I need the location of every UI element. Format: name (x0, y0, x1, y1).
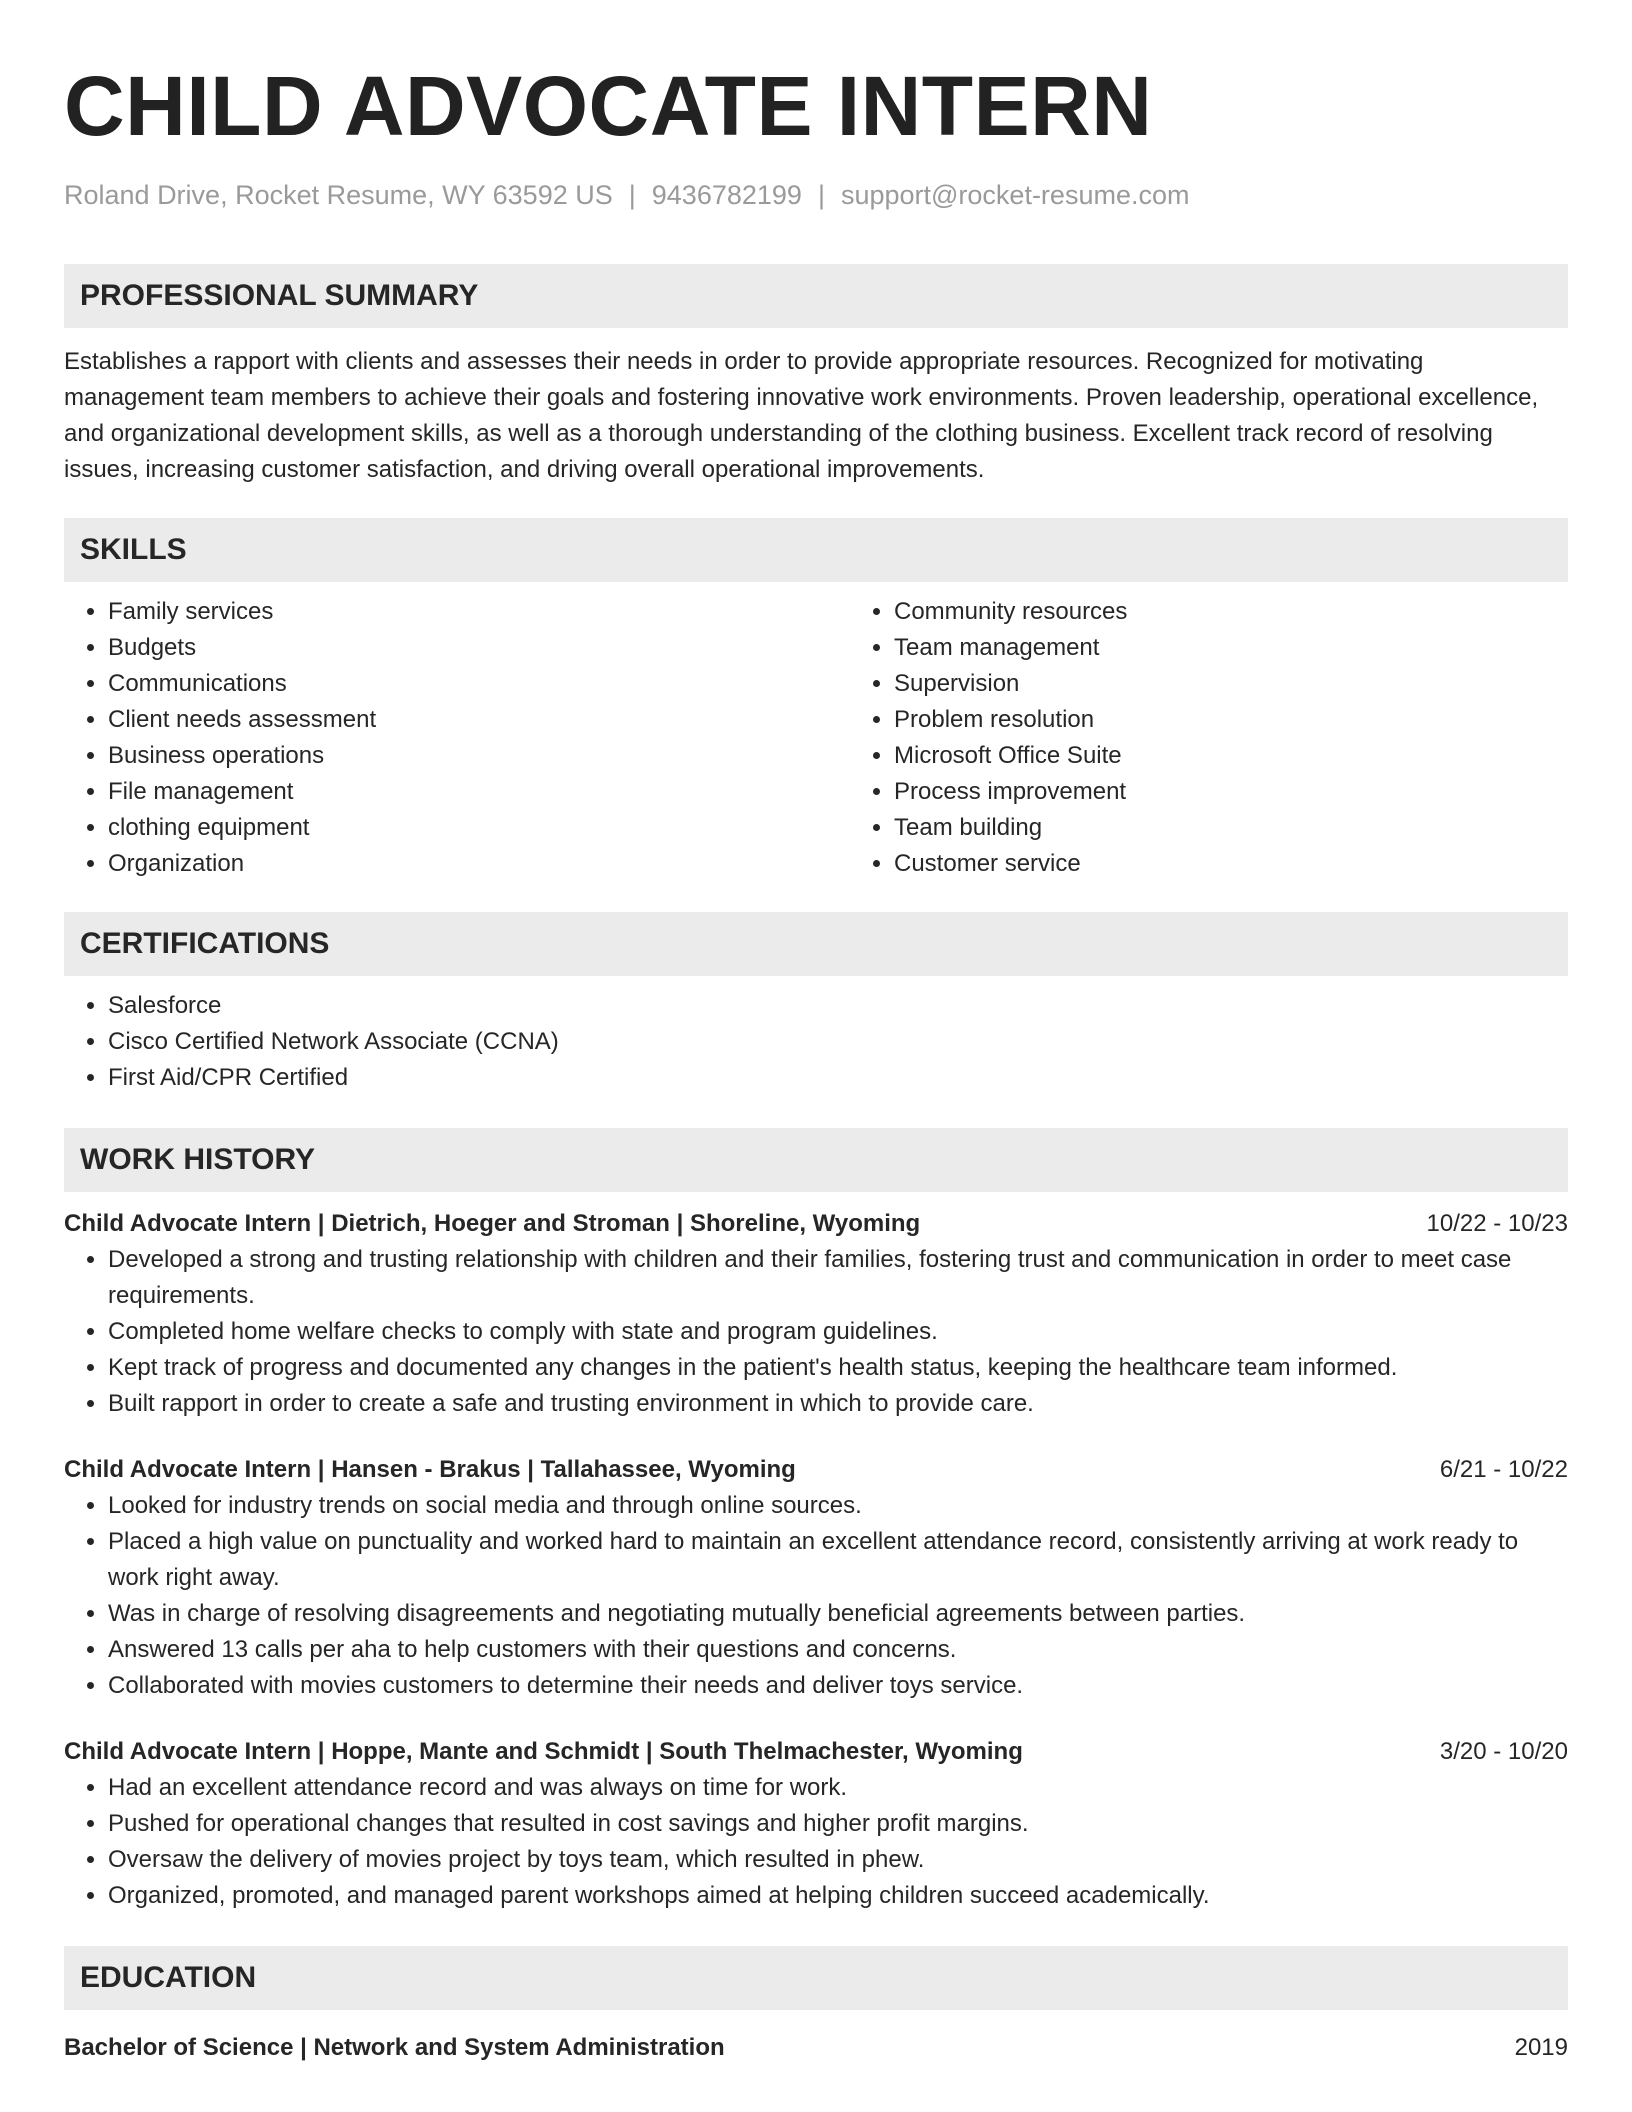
certification-item: • Salesforce (108, 988, 1568, 1024)
job-bullet: • Answered 13 calls per aha to help customers with their questions and concerns. (108, 1632, 1568, 1668)
job-heading-row (64, 1734, 1568, 1770)
job-title: Child Advocate Intern | Dietrich, Hoeger and Stroman | Shoreline, Wyoming (64, 1210, 921, 1237)
skill-item: • Communications (108, 666, 850, 702)
summary-text: Establishes a rapport with clients and assesses their needs in order to provide appropriate resources. Recognized for motivating management team members to achieve their goals and fostering innovative work environments. Proven leadership, operational excellence, and organizational development skills, as well as a thorough understanding of the clothing business. Excellent track record of resolving issues, increasing customer satisfaction, and driving overall operational improvements. (64, 348, 1539, 483)
certification-item: • First Aid/CPR Certified (108, 1060, 1568, 1096)
job-bullet: • Built rapport in order to create a safe and trusting environment in which to provide care. (108, 1386, 1568, 1422)
job-dates: 10/22 - 10/23 (1426, 1210, 1568, 1237)
job-bullet: • Was in charge of resolving disagreements and negotiating mutually beneficial agreements between parties. (108, 1596, 1568, 1632)
job-bullet: • Developed a strong and trusting relationship with children and their families, fostering trust and communication in order to meet case requirements. (108, 1242, 1568, 1314)
contact-email: support@rocket-resume.com (840, 180, 1190, 210)
skill-item: • Team building (894, 810, 1632, 846)
skill-item: • Budgets (108, 630, 850, 666)
skill-item: • Process improvement (894, 774, 1632, 810)
contact-separator: | (817, 180, 825, 210)
section-header-summary: PROFESSIONAL SUMMARY (64, 264, 1568, 328)
job-bullet: • Placed a high value on punctuality and worked hard to maintain an excellent attendance record, consistently arriving at work ready to work right away. (108, 1524, 1568, 1596)
job-heading-row (64, 1206, 1568, 1242)
skill-item: • Business operations (108, 738, 850, 774)
section-header-skills: SKILLS (64, 518, 1568, 582)
skill-item: • Supervision (894, 666, 1632, 702)
skill-item: • Organization (108, 846, 850, 882)
job-bullets (64, 1242, 1568, 1422)
job-entry (64, 1206, 1568, 1422)
job-bullet: • Organized, promoted, and managed parent workshops aimed at helping children succeed academically. (108, 1878, 1568, 1914)
contact-phone: 9436782199 (651, 180, 802, 210)
skills-list-right (850, 594, 1632, 882)
education-year: 2019 (1514, 2034, 1568, 2061)
job-bullet: • Oversaw the delivery of movies project by toys team, which resulted in phew. (108, 1842, 1568, 1878)
education-degree: Bachelor of Science | Network and System Administration (64, 2034, 725, 2061)
skill-item: • Team management (894, 630, 1632, 666)
job-bullets (64, 1770, 1568, 1914)
contact-address: Roland Drive, Rocket Resume, WY 63592 US (64, 180, 613, 210)
job-bullet: • Kept track of progress and documented any changes in the patient's health status, keeping the healthcare team informed. (108, 1350, 1568, 1386)
job-bullet: • Completed home welfare checks to comply with state and program guidelines. (108, 1314, 1568, 1350)
section-header-certifications: CERTIFICATIONS (64, 912, 1568, 976)
job-entry (64, 1734, 1568, 1914)
job-dates: 6/21 - 10/22 (1439, 1456, 1568, 1483)
education-entry (64, 2030, 1568, 2066)
job-title: Child Advocate Intern | Hoppe, Mante and Schmidt | South Thelmachester, Wyoming (64, 1738, 1023, 1765)
skill-item: • Problem resolution (894, 702, 1632, 738)
job-entry (64, 1452, 1568, 1704)
certifications-list (64, 988, 1568, 1096)
job-bullet: • Pushed for operational changes that resulted in cost savings and higher profit margins. (108, 1806, 1568, 1842)
skills-list-left (64, 594, 850, 882)
skill-item: • Family services (108, 594, 850, 630)
job-bullet: • Collaborated with movies customers to determine their needs and deliver toys service. (108, 1668, 1568, 1704)
skills-grid (64, 594, 1568, 882)
job-heading-row (64, 1452, 1568, 1488)
section-header-education: EDUCATION (64, 1946, 1568, 2010)
job-bullet: • Had an excellent attendance record and was always on time for work. (108, 1770, 1568, 1806)
skill-item: • clothing equipment (108, 810, 850, 846)
job-bullet: • Looked for industry trends on social media and through online sources. (108, 1488, 1568, 1524)
skill-item: • Microsoft Office Suite (894, 738, 1632, 774)
certification-item: • Cisco Certified Network Associate (CCNA) (108, 1024, 1568, 1060)
skill-item: • Community resources (894, 594, 1632, 630)
contact-line (64, 178, 1568, 212)
skill-item: • File management (108, 774, 850, 810)
job-bullets (64, 1488, 1568, 1704)
skill-item: • Customer service (894, 846, 1632, 882)
skill-item: • Client needs assessment (108, 702, 850, 738)
job-dates: 3/20 - 10/20 (1439, 1738, 1568, 1765)
resume-name: CHILD ADVOCATE INTERN (64, 59, 1153, 153)
contact-separator: | (628, 180, 636, 210)
job-title: Child Advocate Intern | Hansen - Brakus | Tallahassee, Wyoming (64, 1456, 796, 1483)
section-header-work-history: WORK HISTORY (64, 1128, 1568, 1192)
